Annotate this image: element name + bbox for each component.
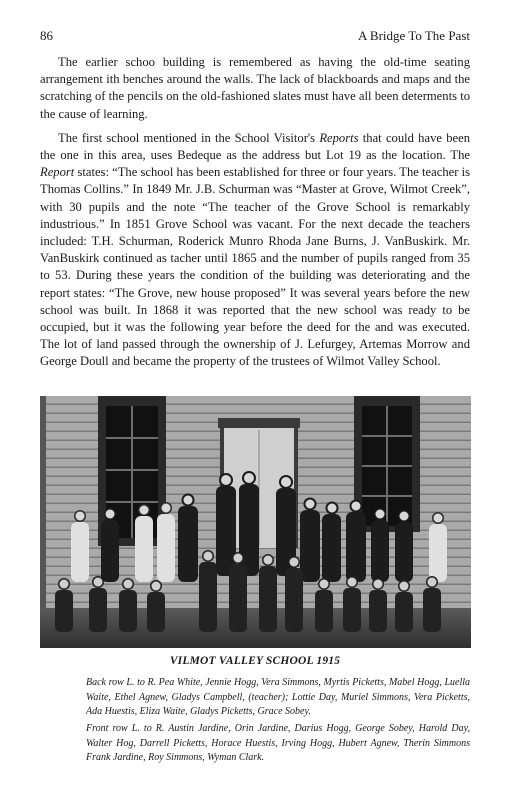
report-title: Report: [40, 165, 75, 180]
caption-back-row: Back row L. to R. Pea White, Jennie Hogg, Vera Simmons, Myrtis Picketts, Mabel Hogg, Luella Waite, Ethel Agnew, Gladys Campbell, (teacher); Lottie Day, Muriel Simmons, Vera Picketts, Ada Huestis, Eliza Waite, Gladys Picketts, Grace Sobey.: [86, 677, 470, 718]
page-header: [40, 28, 470, 46]
school-photo: [40, 396, 471, 648]
paragraph-2-text: The first school mentioned in the School Visitor's: [58, 130, 320, 145]
reports-title: Reports: [319, 130, 359, 145]
caption-front-row: Front row L. to R. Austin Jardine, Orin Jardine, Darius Hogg, George Sobey, Harold Day, Walter Hog, Darrell Picketts, Horace Huestis, Irving Hogg, Hubert Agnew, Therin Simmons Frank Jardine, Roy Simmons, Wyman Clark.: [86, 723, 470, 764]
running-head: A Bridge To The Past: [358, 28, 470, 43]
school-photo-illustration: [40, 396, 471, 648]
paragraph-2: [40, 130, 470, 371]
paragraph-2-text: states: “The school has been established for three or four years. The teacher is Thomas Collins.” In 1849 Mr. J.B. Schurman was “Master at Grove, Wilmot Creek”, with 30 pupils and the note “The teacher of the Grove School is remarkably industrious.” In 1851 Grove School was vacant. For the next decade the teachers included: T.H. Schurman, Roderick Munro Rhoda Jane Burns, J. VanBuskirk. Mr. VanBuskirk continued as tacher until 1865 and the number of pupils ranged from 35 to 53. During these years the condition of the building was deteriorating and the report states: “The Grove, new house proposed” It was several years before the new school was built. In 1868 it was reported that the new school was ready to be occupied, but it was the following year before the deed for the and was executed. The lot of land passed through the ownership of J. Lefurgey, Artemas Morrow and George Doull and became the property of the trustees of Wilmot Valley School.: [40, 165, 470, 369]
body-text: [40, 54, 470, 371]
photo-caption-title: VILMOT VALLEY SCHOOL 1915: [169, 655, 341, 667]
paragraph-1: The earlier schoo building is remembered as having the old-time seating arrangement ith benches around the walls. The lack of blackboards and maps and the scratching of the pencils on the old-fashioned slates must have all been determents to the cause of learning.: [40, 55, 470, 121]
page-number: 86: [40, 28, 53, 43]
right-window: [354, 396, 420, 532]
paragraph-2-text: that could have been the one in this area, uses Bedeque as the address but Lot 19 as the location. The: [40, 130, 470, 163]
